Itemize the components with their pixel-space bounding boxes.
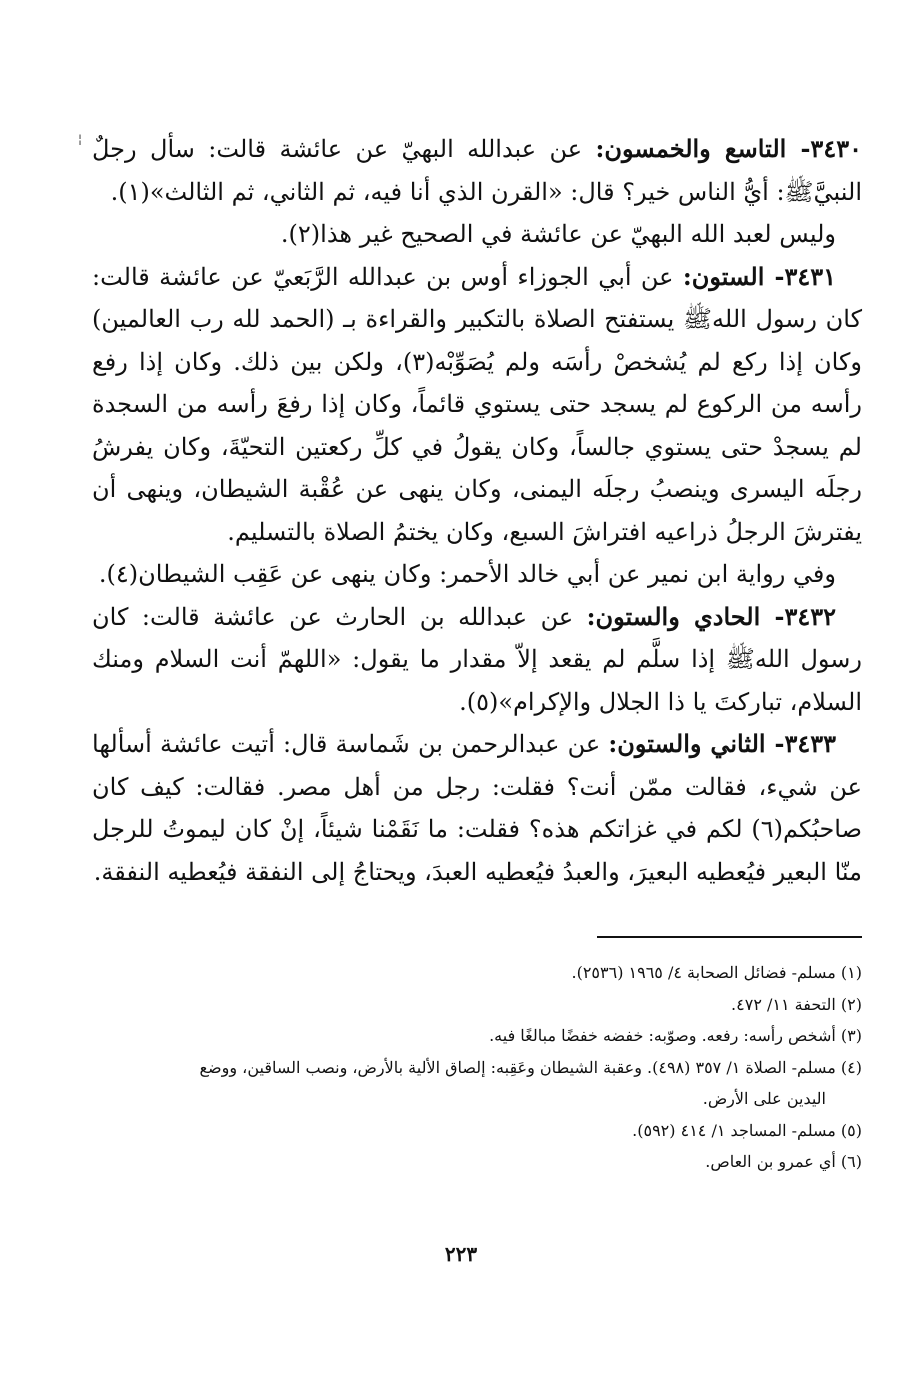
footnote-4: (٤) مسلم- الصلاة ١/ ٣٥٧ (٤٩٨). وعقبة الشيطان وعَقِبه: إلصاق الألية بالأرض، ونصب الساقين، ووضع: [199, 1057, 862, 1077]
note-paragraph: وليس لعبد الله البهيّ عن عائشة في الصحيح غير هذا(٢).: [280, 220, 836, 248]
main-text: [92, 128, 862, 893]
narration-paragraph: وفي رواية ابن نمير عن أبي خالد الأحمر: وكان ينهى عن عَقِب الشيطان(٤).: [98, 560, 836, 588]
hadith-heading: ٣٤٣٠- التاسع والخمسون:: [595, 134, 862, 163]
footnote-4-continuation: اليدين على الأرض.: [702, 1089, 826, 1108]
footnotes: [92, 957, 862, 1178]
hadith-3430: [92, 128, 862, 213]
hadith-heading: ٣٤٣٢- الحادي والستون:: [586, 601, 836, 631]
footnote-2: (٢) التحفة ١١/ ٤٧٢.: [731, 994, 862, 1014]
hadith-heading: ٣٤٣١- الستون:: [682, 261, 836, 291]
hadith-3431: [92, 256, 862, 554]
hadith-body: عن عبدالله البهيّ عن عائشة قالت: سأل رجلٌ النبيَّﷺ: أيُّ الناس خير؟ قال: «القرن الذي أنا فيه، ثم الثاني، ثم الثالث»(١).: [92, 135, 862, 206]
hadith-body: عن عبدالله بن الحارث عن عائشة قالت: كان رسول اللهﷺ إذا سلَّم لم يقعد إلاّ مقدار ما يقول: «اللهمّ أنت السلام ومنك السلام، تباركتَ يا ذا الجلال والإكرام»(٥).: [92, 602, 862, 716]
hadith-body: عن عبدالرحمن بن شَماسة قال: أتيت عائشة أسألها عن شيء، فقالت ممّن أنت؟ فقلت: رجل من أهل مصر. فقالت: كيف كان صاحبُكم(٦) لكم في غزاتكم هذه؟ فقلت: ما نَقَمْنا شيئاً، إنْ كان ليموتُ للرجل منّا البعير فيُعطيه البعيرَ، والعبدُ فيُعطيه العبدَ، ويحتاجُ إلى النفقة فيُعطيه النفقة.: [92, 730, 862, 886]
footnote-1: (١) مسلم- فضائل الصحابة ٤/ ١٩٦٥ (٢٥٣٦).: [571, 963, 862, 982]
footnote-3: (٣) أشخص رأسه: رفعه. وصوّبه: خفضه خفضًا مبالغًا فيه.: [489, 1026, 862, 1045]
hadith-3433: [92, 723, 862, 893]
hadith-heading: ٣٤٣٣- الثاني والستون:: [608, 729, 836, 758]
margin-mark: ¦: [78, 132, 83, 146]
hadith-3432: [92, 596, 862, 724]
hadith-body: عن أبي الجوزاء أوس بن عبدالله الرَّبَعيّ عن عائشة قالت: كان رسول اللهﷺ يستفتح الصلاة بالتكبير والقراءة بـ (الحمد لله رب العالمين) وكان إذا ركع لم يُشخصْ رأسَه ولم يُصَوِّبْه(٣)، ولكن بين ذلك. وكان إذا رفع رأسه من الركوع لم يسجد حتى يستوي قائماً، وكان إذا رفعَ رأسه من السجدة لم يسجدْ حتى يستوي جالساً، وكان يقولُ في كلِّ ركعتين التحيّةَ، وكان يفرشُ رجلَه اليسرى وينصبُ رجلَه اليمنى، وكان ينهى عن عُقْبة الشيطان، وينهى أن يفترشَ الرجلُ ذراعيه افتراشَ السبع، وكان يختمُ الصلاة بالتسليم.: [92, 262, 862, 546]
page-number: ٢٢٣: [444, 1242, 478, 1266]
footnote-6: (٦) أي عمرو بن العاص.: [705, 1152, 862, 1171]
footnote-separator: [597, 936, 862, 938]
footnote-5: (٥) مسلم- المساجد ١/ ٤١٤ (٥٩٢).: [632, 1120, 862, 1140]
